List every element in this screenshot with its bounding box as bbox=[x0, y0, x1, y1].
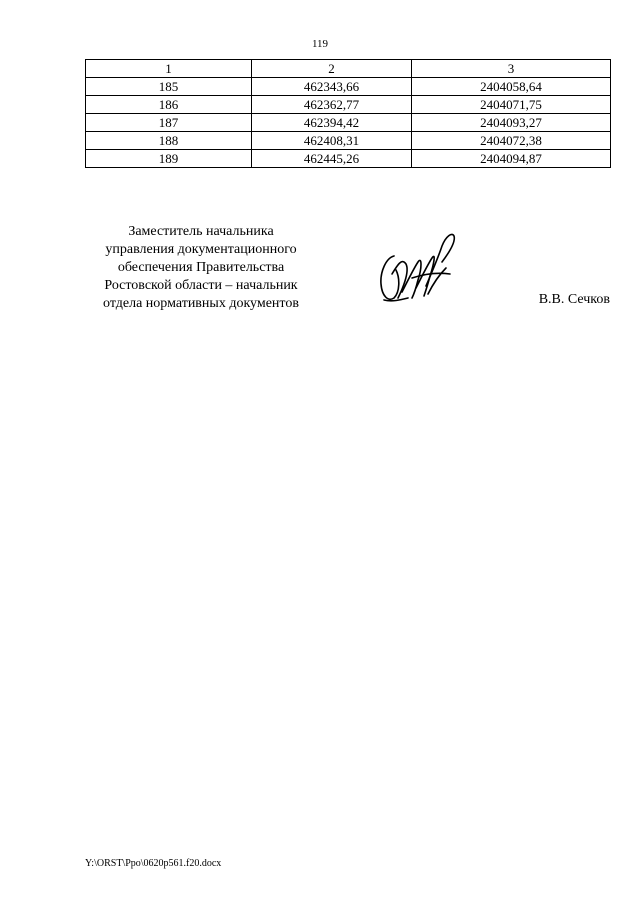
handwritten-signature-icon bbox=[372, 228, 467, 308]
column-header: 2 bbox=[252, 60, 412, 78]
position-line: Ростовской области – начальник bbox=[104, 278, 298, 293]
table-header-row bbox=[86, 60, 611, 78]
page-number: 119 bbox=[311, 38, 329, 50]
x-coordinate-cell: 462343,66 bbox=[252, 78, 412, 96]
position-line: управления документационного bbox=[105, 242, 297, 257]
table-row bbox=[86, 78, 611, 96]
table-row bbox=[86, 150, 611, 168]
y-coordinate-cell: 2404093,27 bbox=[412, 114, 611, 132]
table-row bbox=[86, 132, 611, 150]
column-header: 1 bbox=[86, 60, 252, 78]
x-coordinate-cell: 462362,77 bbox=[252, 96, 412, 114]
x-coordinate-cell: 462394,42 bbox=[252, 114, 412, 132]
point-number-cell: 189 bbox=[86, 150, 252, 168]
signatory-position bbox=[85, 223, 317, 313]
y-coordinate-cell: 2404072,38 bbox=[412, 132, 611, 150]
point-number-cell: 185 bbox=[86, 78, 252, 96]
y-coordinate-cell: 2404071,75 bbox=[412, 96, 611, 114]
y-coordinate-cell: 2404058,64 bbox=[412, 78, 611, 96]
x-coordinate-cell: 462408,31 bbox=[252, 132, 412, 150]
point-number-cell: 187 bbox=[86, 114, 252, 132]
y-coordinate-cell: 2404094,87 bbox=[412, 150, 611, 168]
position-line: обеспечения Правительства bbox=[117, 260, 285, 275]
table-row bbox=[86, 114, 611, 132]
column-header: 3 bbox=[412, 60, 611, 78]
table-row bbox=[86, 96, 611, 114]
position-line: отдела нормативных документов bbox=[103, 296, 299, 311]
coordinates-table bbox=[85, 59, 611, 168]
x-coordinate-cell: 462445,26 bbox=[252, 150, 412, 168]
position-line: Заместитель начальника bbox=[128, 224, 274, 239]
signer-name: В.В. Сечков bbox=[538, 292, 610, 307]
file-path: Y:\ORST\Ppo\0620p561.f20.docx bbox=[85, 858, 222, 869]
point-number-cell: 186 bbox=[86, 96, 252, 114]
point-number-cell: 188 bbox=[86, 132, 252, 150]
